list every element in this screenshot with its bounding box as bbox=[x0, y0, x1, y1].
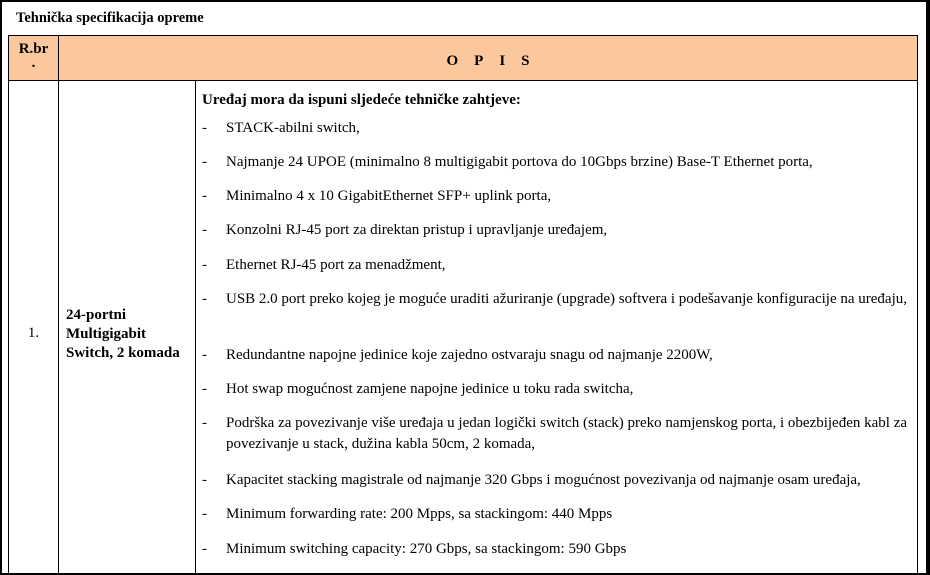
bullet-dash: - bbox=[202, 381, 207, 397]
list-item-text: USB 2.0 port preko kojeg je moguće uraditi ažuriranje (upgrade) softvera i podešavanje konfiguracije na uređaju, bbox=[226, 291, 908, 307]
list-item-text: Minimum switching capacity: 270 Gbps, sa stackingom: 590 Gbps bbox=[226, 541, 627, 557]
header-rbr bbox=[9, 42, 58, 70]
list-item-text: Kapacitet stacking magistrale od najmanje 320 Gbps i mogućnost povezivanja od najmanje osam uređaja, bbox=[226, 472, 861, 488]
document-page bbox=[2, 2, 926, 573]
document-title: Tehnička specifikacija opreme bbox=[16, 10, 204, 26]
bullet-dash: - bbox=[202, 291, 207, 307]
list-item-text: Konzolni RJ-45 port za direktan pristup i upravljanje uređajem, bbox=[226, 222, 608, 238]
bullet-dash: - bbox=[202, 120, 207, 136]
header-rbr-line1: R.br bbox=[18, 41, 49, 57]
column-divider bbox=[58, 36, 59, 573]
spec-table bbox=[8, 35, 918, 573]
bullet-dash: - bbox=[202, 154, 207, 170]
list-item-text: Minimum forwarding rate: 200 Mpps, sa stackingom: 440 Mpps bbox=[226, 506, 613, 522]
table-header-row bbox=[9, 36, 917, 81]
bullet-dash: - bbox=[202, 222, 207, 238]
bullet-dash: - bbox=[202, 506, 207, 522]
list-item-text: Najmanje 24 UPOE (minimalno 8 multigigabit portova do 10Gbps brzine) Base-T Ethernet porta, bbox=[226, 154, 813, 170]
bullet-dash: - bbox=[202, 257, 207, 273]
list-item-text: STACK-abilni switch, bbox=[226, 120, 360, 136]
requirements-title: Uređaj mora da ispuni sljedeće tehničke zahtjeve: bbox=[202, 92, 521, 108]
header-rbr-line2: . bbox=[31, 55, 36, 71]
row-number: 1. bbox=[27, 325, 40, 341]
list-item-text: Hot swap mogućnost zamjene napojne jedinice u toku rada switcha, bbox=[226, 381, 634, 397]
bullet-dash: - bbox=[202, 472, 207, 488]
list-item-text: Podrška za povezivanje više uređaja u jedan logički switch (stack) preko namjenskog porta, i obezbijeđen kabl za povezivanje u stack, dužina kabla 50cm, 2 komada, bbox=[226, 415, 908, 452]
list-item-text: Ethernet RJ-45 port za menadžment, bbox=[226, 257, 446, 273]
bullet-dash: - bbox=[202, 415, 207, 431]
bullet-dash: - bbox=[202, 347, 207, 363]
bullet-dash: - bbox=[202, 188, 207, 204]
bullet-dash: - bbox=[202, 541, 207, 557]
header-opis: OPIS bbox=[446, 53, 546, 69]
item-name: 24-portni Multigigabit Switch, 2 komada bbox=[66, 307, 180, 361]
list-item-text: Minimalno 4 x 10 GigabitEthernet SFP+ uplink porta, bbox=[226, 188, 552, 204]
list-item-text: Redundantne napojne jedinice koje zajedno ostvaraju snagu od najmanje 2200W, bbox=[226, 347, 713, 363]
